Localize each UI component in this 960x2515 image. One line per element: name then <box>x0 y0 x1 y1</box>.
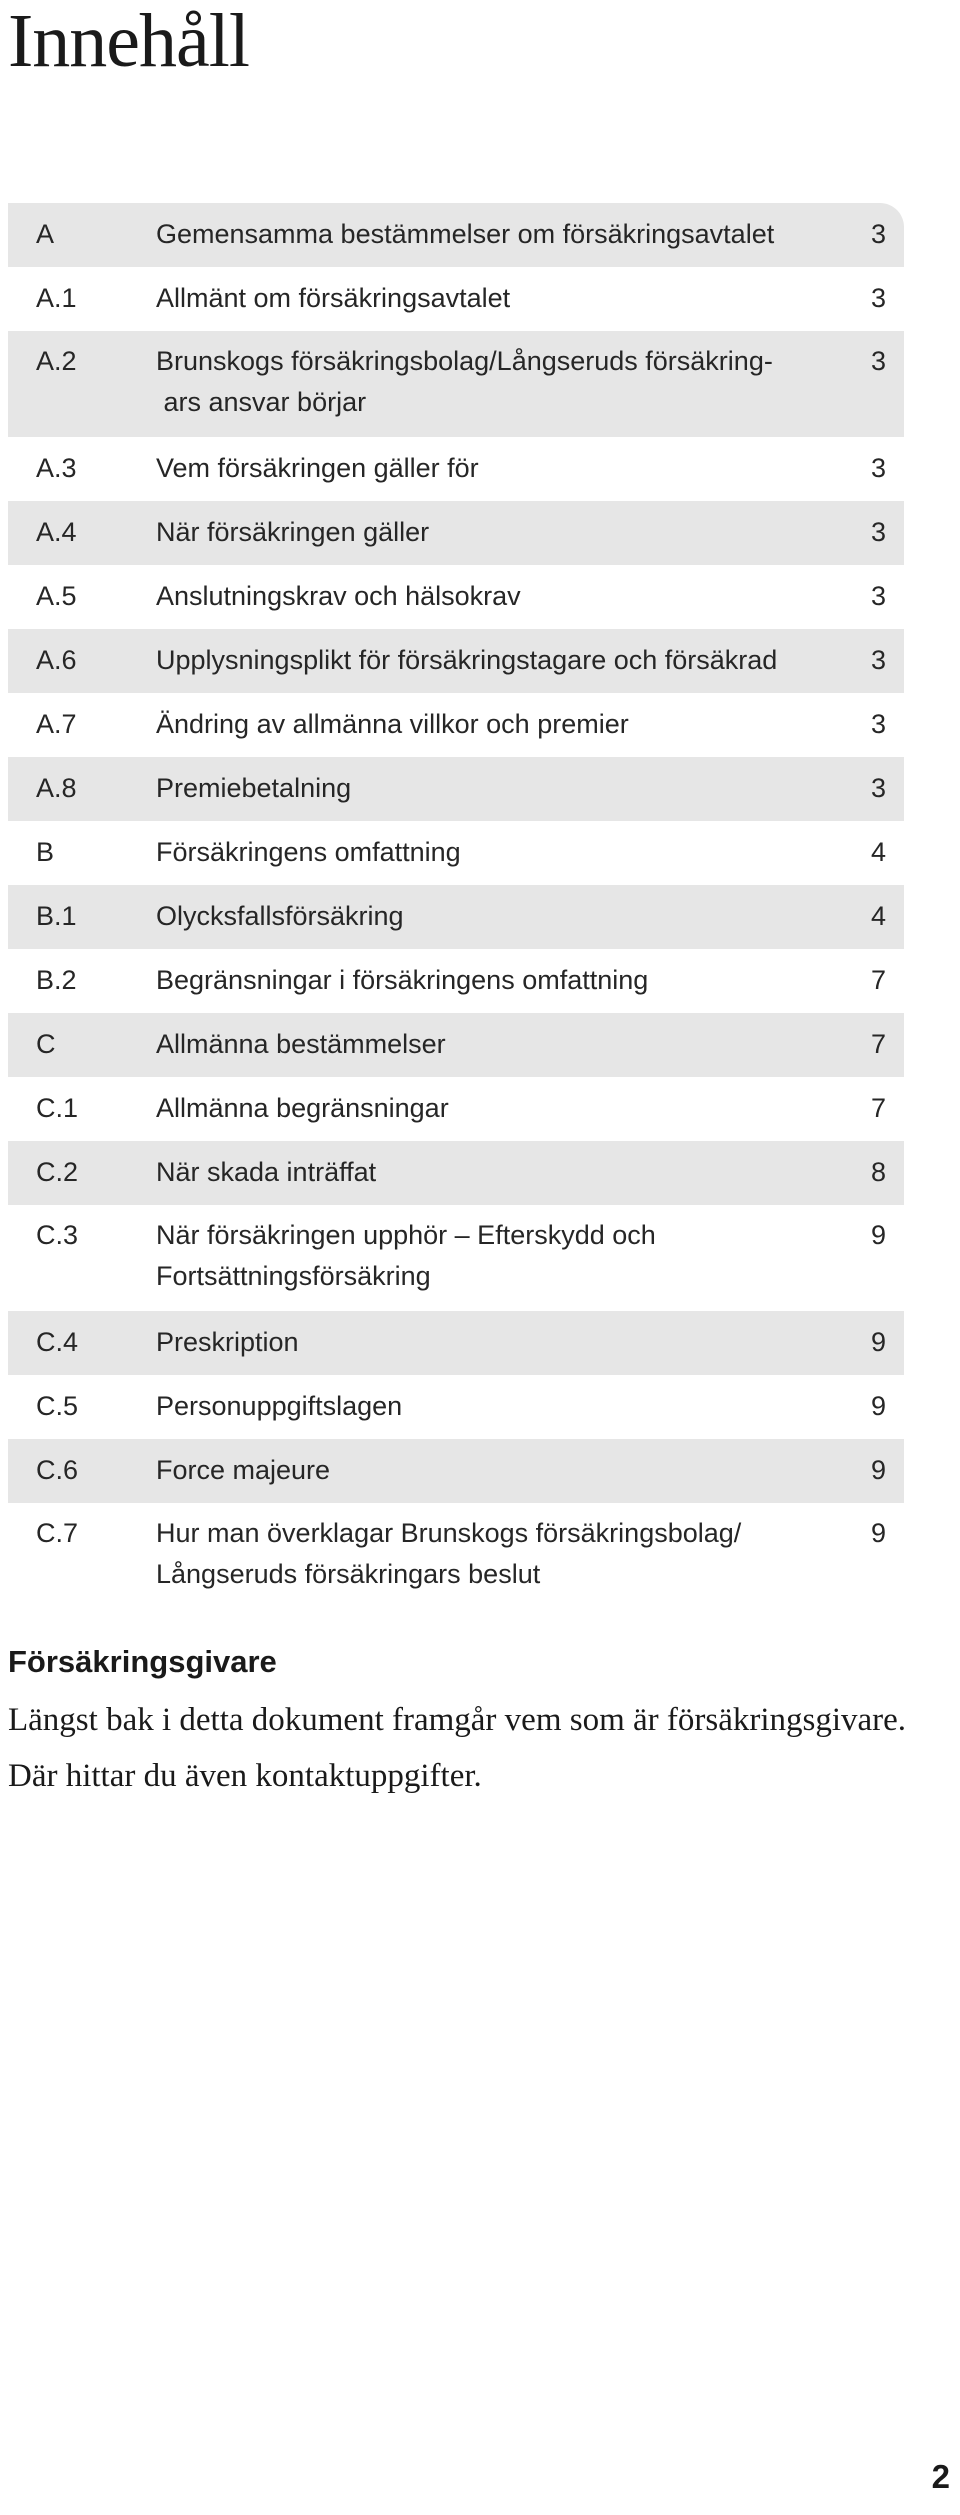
page-title: Innehåll <box>8 0 250 83</box>
toc-section-number: C.3 <box>36 1220 79 1250</box>
toc-section-title: Gemensamma bestämmelser om försäkringsavtalet <box>156 219 775 249</box>
toc-section-title: Force majeure <box>156 1455 331 1485</box>
toc-row[interactable] <box>8 1141 904 1205</box>
toc-section-number: A.5 <box>36 581 77 611</box>
toc-section-title: Upplysningsplikt för försäkringstagare och försäkrad <box>156 645 778 675</box>
toc-section-title: Olycksfallsförsäkring <box>156 901 404 931</box>
toc-page-number: 9 <box>870 1327 886 1357</box>
toc-row[interactable] <box>8 949 904 1013</box>
toc-row[interactable] <box>8 1205 904 1311</box>
toc-section-number: C.1 <box>36 1093 79 1123</box>
toc-row[interactable] <box>8 501 904 565</box>
toc-section-number: A <box>36 219 55 249</box>
toc-section-number: A.3 <box>36 453 77 483</box>
toc-section-title: Brunskogs försäkringsbolag/Långseruds försäkring- ars ansvar börjar <box>156 346 773 417</box>
toc-page-number: 9 <box>870 1455 886 1485</box>
toc-page-number: 3 <box>870 453 886 483</box>
toc-section-number: B <box>36 837 55 867</box>
toc-page-number: 3 <box>870 346 886 376</box>
toc-row[interactable] <box>8 821 904 885</box>
toc-section-title: Ändring av allmänna villkor och premier <box>156 709 629 739</box>
toc-page-number: 7 <box>870 1029 886 1059</box>
toc-page-number: 7 <box>870 965 886 995</box>
toc-row[interactable] <box>8 1311 904 1375</box>
toc-section-number: B.1 <box>36 901 77 931</box>
toc-row[interactable] <box>8 267 904 331</box>
toc-page-number: 3 <box>870 773 886 803</box>
toc-section-number: A.6 <box>36 645 77 675</box>
toc-section-title: Preskription <box>156 1327 299 1357</box>
toc-section-number: A.1 <box>36 283 77 313</box>
toc-page-number: 3 <box>870 645 886 675</box>
toc-row[interactable] <box>8 885 904 949</box>
toc-section-title: Begränsningar i försäkringens omfattning <box>156 965 649 995</box>
toc-page-number: 8 <box>870 1157 886 1187</box>
toc-section-title: Personuppgiftslagen <box>156 1391 403 1421</box>
toc-page-number: 9 <box>870 1220 886 1250</box>
toc-section-number: C.7 <box>36 1518 79 1548</box>
toc-page-number: 7 <box>870 1093 886 1123</box>
toc-row[interactable] <box>8 629 904 693</box>
toc-page-number: 9 <box>870 1391 886 1421</box>
toc-row[interactable] <box>8 331 904 437</box>
toc-section-title: Allmänt om försäkringsavtalet <box>156 283 511 313</box>
toc-row[interactable] <box>8 1013 904 1077</box>
toc-section-number: C <box>36 1029 56 1059</box>
insurer-heading: Försäkringsgivare <box>8 1644 277 1679</box>
toc-row[interactable] <box>8 565 904 629</box>
toc-section-number: B.2 <box>36 965 77 995</box>
toc-row[interactable] <box>8 437 904 501</box>
toc-section-title: Hur man överklagar Brunskogs försäkringsbolag/ Långseruds försäkringars beslut <box>156 1518 742 1589</box>
toc-section-title: Premiebetalning <box>156 773 352 803</box>
toc-section-number: A.2 <box>36 346 77 376</box>
toc-section-title: Vem försäkringen gäller för <box>156 453 479 483</box>
insurer-text: Längst bak i detta dokument framgår vem som är försäkringsgivare. Där hittar du även kontaktuppgifter. <box>8 1702 907 1794</box>
toc-page-number: 9 <box>870 1518 886 1548</box>
toc-row[interactable] <box>8 1503 904 1609</box>
toc-page-number: 3 <box>870 709 886 739</box>
toc-page-number: 3 <box>870 219 886 249</box>
page-number: 2 <box>931 2458 950 2495</box>
toc-section-title: När skada inträffat <box>156 1157 377 1187</box>
toc-section-title: När försäkringen gäller <box>156 517 430 547</box>
toc-row[interactable] <box>8 1439 904 1503</box>
toc-page-number: 3 <box>870 283 886 313</box>
toc-section-number: C.6 <box>36 1455 79 1485</box>
toc-section-number: A.4 <box>36 517 77 547</box>
table-of-contents <box>8 203 904 1609</box>
toc-row[interactable] <box>8 1375 904 1439</box>
toc-section-number: C.5 <box>36 1391 79 1421</box>
toc-section-title: När försäkringen upphör – Efterskydd och Fortsättningsförsäkring <box>156 1220 656 1291</box>
toc-page-number: 3 <box>870 581 886 611</box>
toc-section-number: A.8 <box>36 773 77 803</box>
toc-row[interactable] <box>8 1077 904 1141</box>
toc-row[interactable] <box>8 203 904 267</box>
toc-page-number: 4 <box>870 901 886 931</box>
insurer-section <box>8 1632 908 1804</box>
toc-section-title: Allmänna bestämmelser <box>156 1029 446 1059</box>
toc-section-title: Anslutningskrav och hälsokrav <box>156 581 521 611</box>
toc-page-number: 3 <box>870 517 886 547</box>
toc-section-number: A.7 <box>36 709 77 739</box>
toc-row[interactable] <box>8 757 904 821</box>
toc-section-title: Allmänna begränsningar <box>156 1093 449 1123</box>
toc-section-title: Försäkringens omfattning <box>156 837 461 867</box>
toc-section-number: C.2 <box>36 1157 79 1187</box>
toc-section-number: C.4 <box>36 1327 79 1357</box>
toc-page-number: 4 <box>870 837 886 867</box>
toc-row[interactable] <box>8 693 904 757</box>
